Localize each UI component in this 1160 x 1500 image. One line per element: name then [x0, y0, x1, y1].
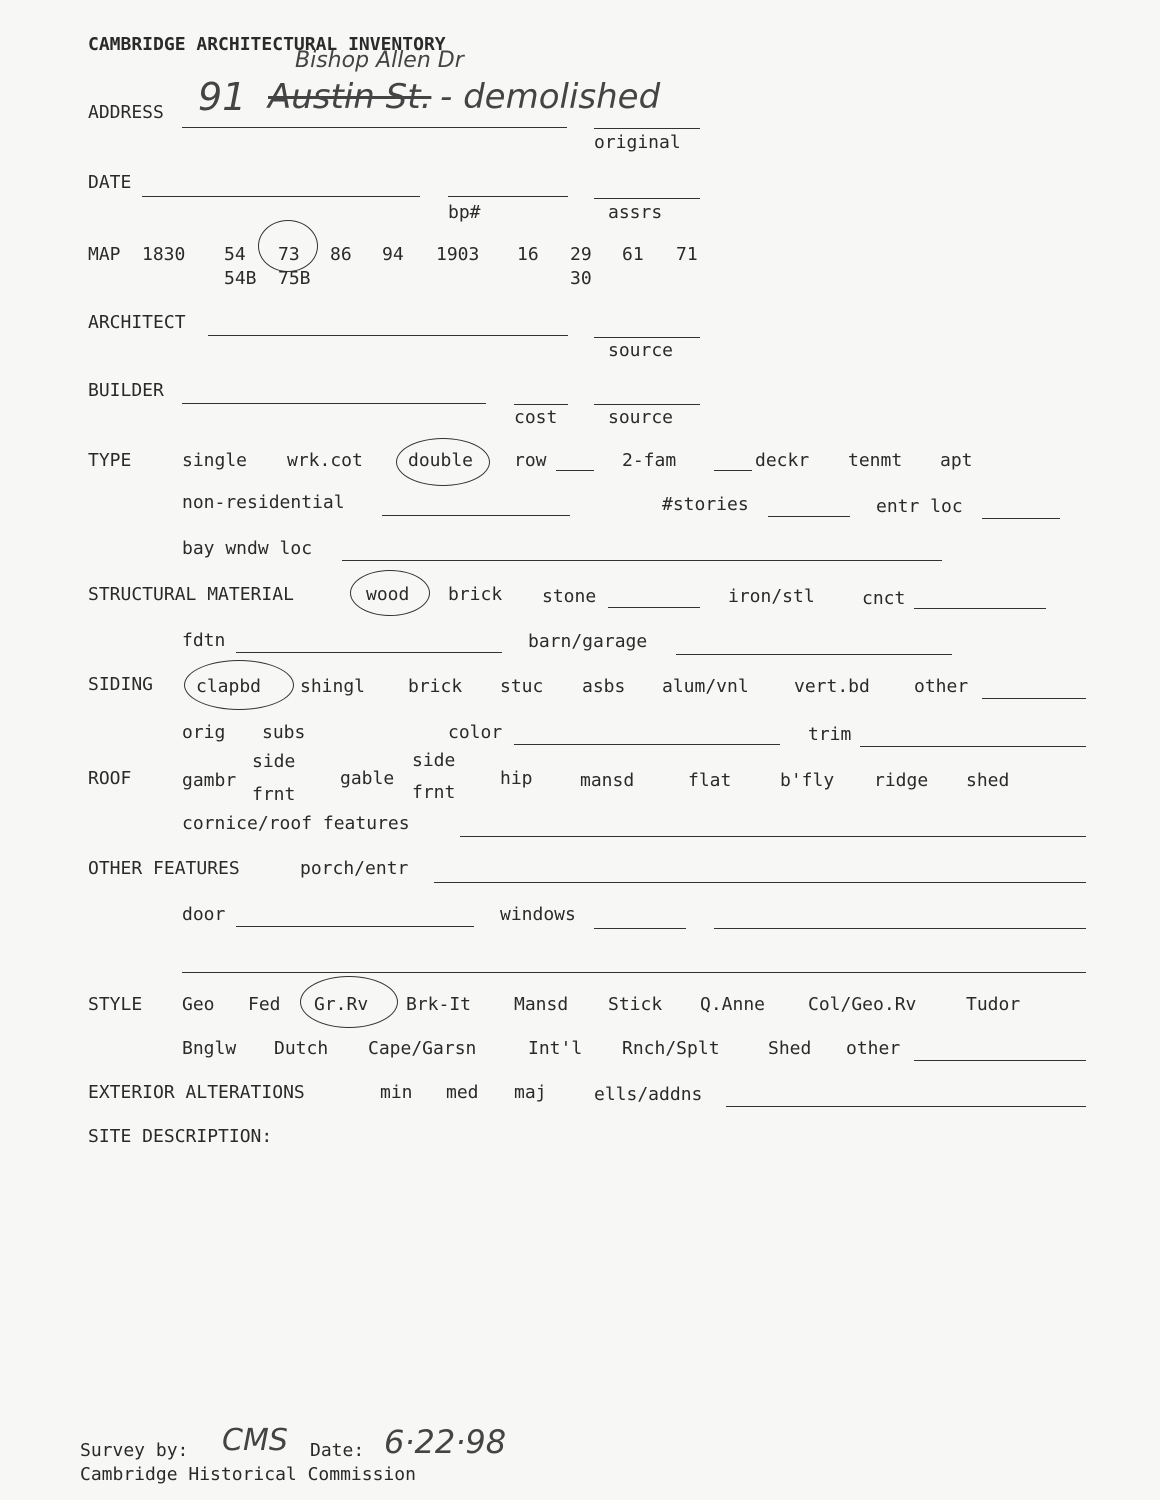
map-year: 30 — [570, 268, 592, 289]
builder-source-caption: source — [608, 407, 674, 428]
map-year: 54B — [224, 268, 257, 289]
style-option-fed[interactable]: Fed — [248, 994, 281, 1015]
roof-option-shed[interactable]: shed — [966, 770, 1010, 791]
nonres-field[interactable] — [382, 515, 570, 516]
roof-option-gable[interactable]: gable — [340, 768, 395, 789]
style-option-q-anne[interactable]: Q.Anne — [700, 994, 766, 1015]
type-double-circle-mark — [396, 438, 490, 486]
assrs-caption: assrs — [608, 202, 663, 223]
commission-name: Cambridge Historical Commission — [80, 1464, 416, 1485]
bay-window-field[interactable] — [342, 560, 942, 561]
date-label: DATE — [88, 172, 132, 193]
type-option-double[interactable]: double — [408, 450, 474, 471]
siding-orig-option[interactable]: orig — [182, 722, 226, 743]
assrs-field[interactable] — [594, 198, 700, 199]
type-option-tenmt[interactable]: tenmt — [848, 450, 903, 471]
style-gr-rv-circle-mark — [300, 976, 398, 1028]
bay-window-label: bay wndw loc — [182, 538, 313, 559]
siding-option-other[interactable]: other — [914, 676, 969, 697]
structural-label: STRUCTURAL MATERIAL — [88, 584, 294, 605]
siding-option-vert-bd[interactable]: vert.bd — [794, 676, 870, 697]
map-label: MAP — [88, 244, 121, 265]
style-label: STYLE — [88, 994, 143, 1015]
address-label: ADDRESS — [88, 102, 164, 123]
barn-garage-label: barn/garage — [528, 631, 648, 652]
style-option-cape-garsn[interactable]: Cape/Garsn — [368, 1038, 477, 1059]
siding-option-shingl[interactable]: shingl — [300, 676, 366, 697]
siding-label: SIDING — [88, 674, 154, 695]
form-title: CAMBRIDGE ARCHITECTURAL INVENTORY — [88, 34, 446, 55]
structural-option-brick[interactable]: brick — [448, 584, 503, 605]
ells-addns-field[interactable] — [726, 1106, 1086, 1107]
address-status-handwritten[interactable]: - demolished — [440, 77, 661, 117]
stories-label: #stories — [662, 494, 749, 515]
roof-gable-side[interactable]: side — [412, 750, 456, 771]
windows-extra-field[interactable] — [714, 928, 1086, 929]
structural-option-iron-stl[interactable]: iron/stl — [728, 586, 815, 607]
siding-option-alum-vnl[interactable]: alum/vnl — [662, 676, 749, 697]
site-description-area[interactable] — [88, 1156, 1088, 1416]
structural-option-wood[interactable]: wood — [366, 584, 410, 605]
style-option-stick[interactable]: Stick — [608, 994, 663, 1015]
entr-loc-field[interactable] — [982, 518, 1060, 519]
map-year: 73 — [278, 244, 300, 265]
siding-color-field[interactable] — [514, 744, 780, 745]
siding-trim-label: trim — [808, 724, 852, 745]
survey-date-value[interactable]: 6·22·98 — [384, 1423, 507, 1461]
builder-label: BUILDER — [88, 380, 164, 401]
date-field[interactable] — [142, 196, 420, 197]
porch-entr-label: porch/entr — [300, 858, 409, 879]
map-year: 16 — [517, 244, 539, 265]
architect-label: ARCHITECT — [88, 312, 186, 333]
type-option-deckr[interactable]: deckr — [755, 450, 810, 471]
survey-by-label: Survey by: — [80, 1440, 189, 1461]
roof-gambr-side[interactable]: side — [252, 751, 296, 772]
style-option-intl[interactable]: Int'l — [528, 1038, 583, 1059]
entr-loc-label: entr loc — [876, 496, 963, 517]
builder-cost-caption: cost — [514, 407, 558, 428]
architect-source-caption: source — [608, 340, 674, 361]
roof-option-gambr[interactable]: gambr — [182, 770, 237, 791]
alterations-label: EXTERIOR ALTERATIONS — [88, 1082, 305, 1103]
style-option-other[interactable]: other — [846, 1038, 901, 1059]
address-original-caption: original — [594, 132, 681, 153]
map-year: 1903 — [436, 244, 480, 265]
siding-subs-option[interactable]: subs — [262, 722, 306, 743]
cornice-field[interactable] — [460, 836, 1086, 837]
other-features-label: OTHER FEATURES — [88, 858, 240, 879]
style-option-bnglw[interactable]: Bnglw — [182, 1038, 237, 1059]
survey-date-label: Date: — [310, 1440, 365, 1461]
type-option-2-fam[interactable]: 2-fam — [622, 450, 677, 471]
address-street-handwritten: Austin St. — [268, 77, 432, 117]
fdtn-label: fdtn — [182, 630, 226, 651]
survey-by-value[interactable]: CMS — [222, 1423, 288, 1458]
site-description-label: SITE DESCRIPTION: — [88, 1126, 273, 1147]
siding-option-stuc[interactable]: stuc — [500, 676, 544, 697]
siding-option-asbs[interactable]: asbs — [582, 676, 626, 697]
builder-cost-field[interactable] — [514, 404, 568, 405]
map-year: 86 — [330, 244, 352, 265]
style-option-tudor[interactable]: Tudor — [966, 994, 1021, 1015]
address-original-line[interactable] — [594, 128, 700, 129]
windows-field[interactable] — [594, 928, 686, 929]
type-option-row[interactable]: row — [514, 450, 547, 471]
roof-label: ROOF — [88, 768, 132, 789]
address-number-handwritten: 91 — [198, 75, 247, 119]
fdtn-field[interactable] — [236, 652, 502, 653]
windows-label: windows — [500, 904, 576, 925]
roof-option-bfly[interactable]: b'fly — [780, 770, 835, 791]
map-year: 71 — [676, 244, 698, 265]
map-73-circle-mark — [258, 220, 318, 272]
siding-clapbd-circle-mark — [184, 660, 294, 710]
type-option-wrk-cot[interactable]: wrk.cot — [287, 450, 363, 471]
cnct-field[interactable] — [914, 608, 1046, 609]
style-option-gr-rv[interactable]: Gr.Rv — [314, 994, 369, 1015]
style-option-brk-it[interactable]: Brk-It — [406, 994, 472, 1015]
siding-option-clapbd[interactable]: clapbd — [196, 676, 262, 697]
address-correction-handwritten: Bishop Allen Dr — [295, 48, 464, 73]
style-option-geo[interactable]: Geo — [182, 994, 215, 1015]
type-label: TYPE — [88, 450, 132, 471]
alterations-option-med[interactable]: med — [446, 1082, 479, 1103]
bp-caption: bp# — [448, 202, 481, 223]
architect-source-field[interactable] — [594, 337, 700, 338]
door-label: door — [182, 904, 226, 925]
style-option-shed[interactable]: Shed — [768, 1038, 812, 1059]
porch-entr-field[interactable] — [434, 882, 1086, 883]
map-year: 61 — [622, 244, 644, 265]
cornice-label: cornice/roof features — [182, 813, 410, 834]
door-field[interactable] — [236, 926, 474, 927]
type-option-single[interactable]: single — [182, 450, 248, 471]
builder-source-field[interactable] — [594, 404, 700, 405]
structural-option-cnct[interactable]: cnct — [862, 588, 906, 609]
roof-option-mansd[interactable]: mansd — [580, 770, 635, 791]
style-option-dutch[interactable]: Dutch — [274, 1038, 329, 1059]
structural-wood-circle-mark — [350, 570, 430, 616]
siding-option-brick[interactable]: brick — [408, 676, 463, 697]
stone-field[interactable] — [608, 607, 700, 608]
architect-field[interactable] — [208, 335, 568, 336]
style-option-rnch-splt[interactable]: Rnch/Splt — [622, 1038, 720, 1059]
roof-option-flat[interactable]: flat — [688, 770, 732, 791]
builder-field[interactable] — [182, 403, 486, 404]
style-option-col-geo-rv[interactable]: Col/Geo.Rv — [808, 994, 917, 1015]
style-other-field[interactable] — [914, 1060, 1086, 1061]
roof-option-ridge[interactable]: ridge — [874, 770, 929, 791]
style-option-mansd[interactable]: Mansd — [514, 994, 569, 1015]
ells-addns-label: ells/addns — [594, 1084, 703, 1105]
barn-garage-field[interactable] — [676, 654, 952, 655]
type-deckr-blank[interactable] — [714, 470, 752, 471]
other-features-extra-field[interactable] — [182, 972, 1086, 973]
map-year: 54 — [224, 244, 246, 265]
roof-gable-frnt[interactable]: frnt — [412, 782, 456, 803]
siding-color-label: color — [448, 722, 503, 743]
alterations-option-min[interactable]: min — [380, 1082, 413, 1103]
map-year: 1830 — [142, 244, 186, 265]
nonres-label: non-residential — [182, 492, 345, 513]
roof-gambr-frnt[interactable]: frnt — [252, 784, 296, 805]
map-year: 94 — [382, 244, 404, 265]
type-option-apt[interactable]: apt — [940, 450, 973, 471]
siding-other-field[interactable] — [982, 698, 1086, 699]
roof-option-hip[interactable]: hip — [500, 768, 533, 789]
type-row-blank[interactable] — [556, 470, 594, 471]
bp-field[interactable] — [448, 196, 568, 197]
map-year: 75B — [278, 268, 311, 289]
map-year: 29 — [570, 244, 592, 265]
alterations-option-maj[interactable]: maj — [514, 1082, 547, 1103]
address-field[interactable] — [182, 127, 567, 128]
siding-trim-field[interactable] — [860, 746, 1086, 747]
structural-option-stone[interactable]: stone — [542, 586, 597, 607]
stories-field[interactable] — [768, 516, 850, 517]
